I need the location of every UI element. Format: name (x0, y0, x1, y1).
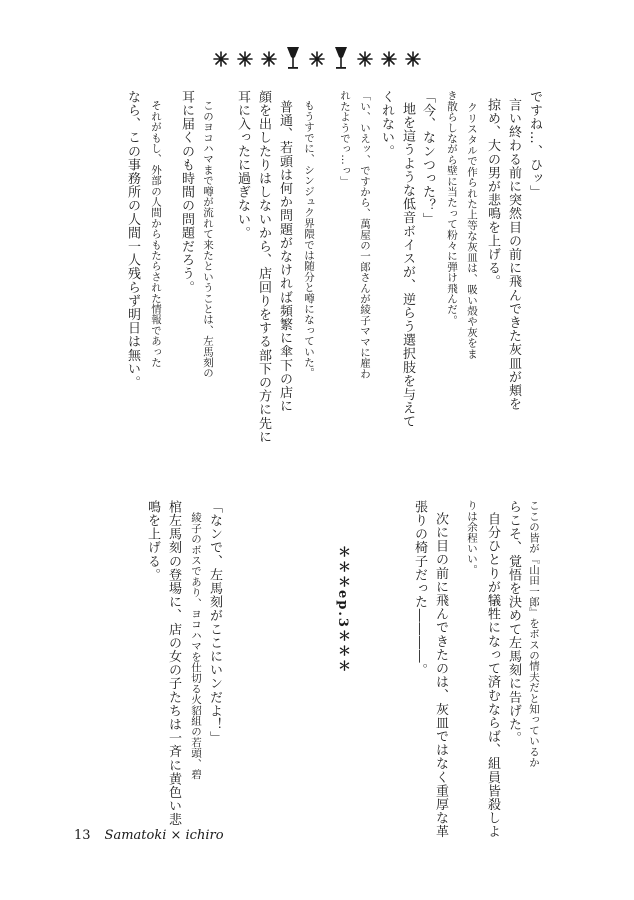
text-column: 「い、いえッ、ですから、萬屋の一郎さんが綾子ママに雇わ (359, 90, 371, 379)
star-cross-icon (355, 44, 375, 72)
text-column: ですね…、ひッ」 (527, 90, 542, 199)
page-number: 13 (74, 828, 91, 843)
text-column: もうすでに、シンジュク界隈では随分と噂になっていた。 (303, 100, 315, 379)
star-cross-icon (403, 44, 423, 72)
text-column: 耳に届くのも時間の問題だろう。 (179, 90, 194, 294)
text-column: 掠め、大の男が悲鳴を上げる。 (485, 98, 500, 289)
text-column: ここの皆が『山田一郎』をボスの情夫だと知っているか (528, 500, 540, 768)
text-column: 次に目の前に飛んできたのは、灰皿ではなく重厚な革 (433, 512, 448, 839)
running-title: Samatoki × ichiro (104, 828, 224, 843)
section-ornament (0, 38, 634, 78)
text-column: 顔を出したりはしないから、店回りをする部下の方に先に (256, 90, 271, 444)
text-column: りは余程いい。 (466, 500, 478, 575)
text-column: それがもし、外部の人間からもたらされた情報であった (150, 100, 162, 368)
text-column: 地を這うような低音ボイスが、逆らう選択肢を与えて (400, 102, 415, 429)
text-column: らこそ、覚悟を決めて左馬刻に告げた。 (506, 500, 521, 745)
star-cross-icon (379, 44, 399, 72)
text-column: クリスタルで作られた上等な灰皿は、吸い殻や灰をま (466, 102, 478, 359)
text-column: なら、この事務所の人間一人残らず明日は無い。 (125, 90, 140, 390)
page-footer (74, 828, 224, 843)
episode-heading: ＊＊＊ep.3＊＊＊ (335, 545, 350, 674)
text-column: 言い終わる前に突然目の前に飛んできた灰皿が頬を (506, 98, 521, 411)
text-column: このヨコハマまで噂が流れて来たということは、左馬刻の (202, 100, 214, 379)
text-column: 棺左馬刻の登場に、店の女の子たちは一斉に黄色い悲 (166, 500, 181, 827)
text-column: 「今、なンつった？」 (420, 90, 435, 226)
text-column: 綾子のボスであり、ヨコハマを仕切る火貂組の若頭、碧 (190, 512, 202, 780)
text-column: 「なンで、左馬刻がここにいンだよ！」 (207, 500, 222, 745)
star-cross-icon (211, 44, 231, 72)
text-column: 張りの椅子だった――――。 (412, 500, 427, 677)
text-column: 鳴を上げる。 (145, 500, 160, 582)
star-cross-icon (235, 44, 255, 72)
text-column: 自分ひとりが犠牲になって済むならば、組員皆殺しよ (485, 512, 500, 839)
wine-glass-icon (331, 44, 351, 72)
text-column: き散らしながら壁に当たって粉々に弾け飛んだ。 (446, 90, 458, 326)
text-column: 耳に入ったに過ぎない。 (235, 90, 250, 240)
wine-glass-icon (283, 44, 303, 72)
text-column: 普通、若頭は何か問題がなければ頻繁に傘下の店に (277, 100, 292, 413)
star-cross-icon (259, 44, 279, 72)
text-column: れたようでっ…っ」 (339, 90, 351, 187)
text-column: くれない。 (379, 90, 394, 158)
star-cross-icon (307, 44, 327, 72)
